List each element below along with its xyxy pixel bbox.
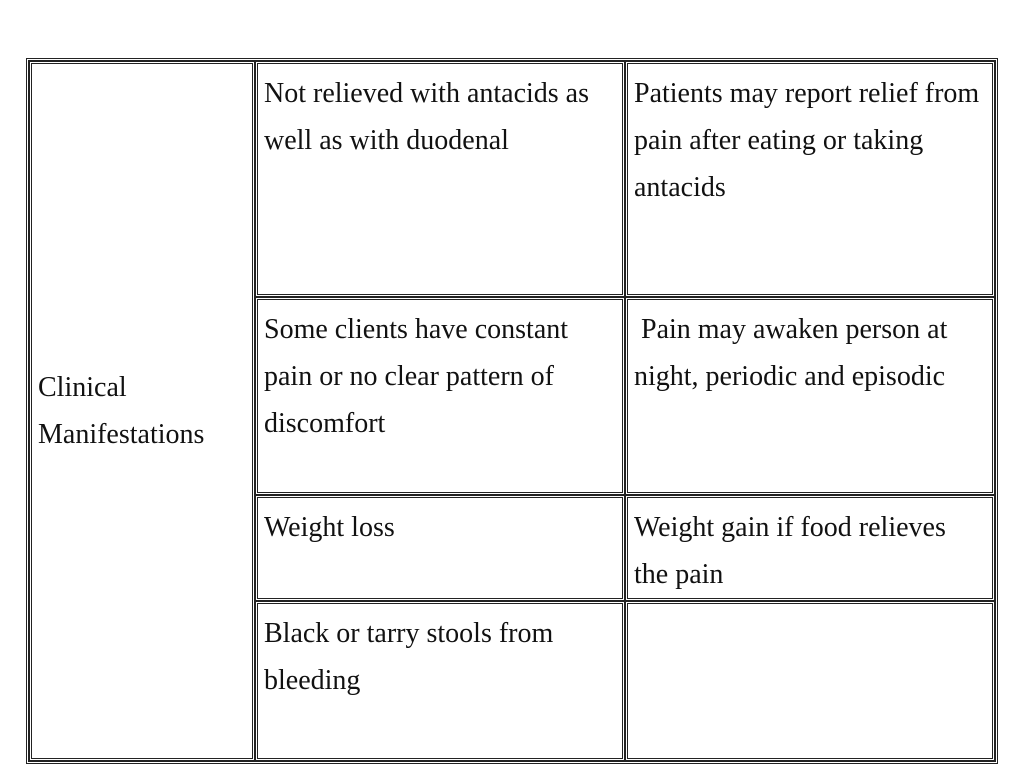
table-cell: [255, 601, 625, 761]
table-cell: [625, 495, 995, 601]
cell-text: Some clients have constant pain or no clear pattern of discomfort: [264, 314, 576, 439]
table-cell: [255, 495, 625, 601]
table-row: [29, 61, 995, 297]
row-header-label: Clinical Manifestations: [38, 372, 205, 450]
cell-text: Patients may report relief from pain after eating or taking antacids: [634, 78, 987, 203]
cell-text: Weight gain if food relieves the pain: [634, 512, 953, 590]
cell-text: Black or tarry stools from bleeding: [264, 618, 561, 696]
table-cell: [625, 61, 995, 297]
cell-text: Weight loss: [264, 512, 395, 543]
table-cell: [255, 297, 625, 495]
table-cell: [625, 601, 995, 761]
cell-text: Not relieved with antacids as well as with duodenal: [264, 78, 597, 156]
row-header-cell: [29, 61, 255, 761]
cell-text: Pain may awaken person at night, periodic and episodic: [634, 314, 955, 392]
table-cell: [625, 297, 995, 495]
clinical-manifestations-table: [26, 58, 998, 764]
table-cell: [255, 61, 625, 297]
